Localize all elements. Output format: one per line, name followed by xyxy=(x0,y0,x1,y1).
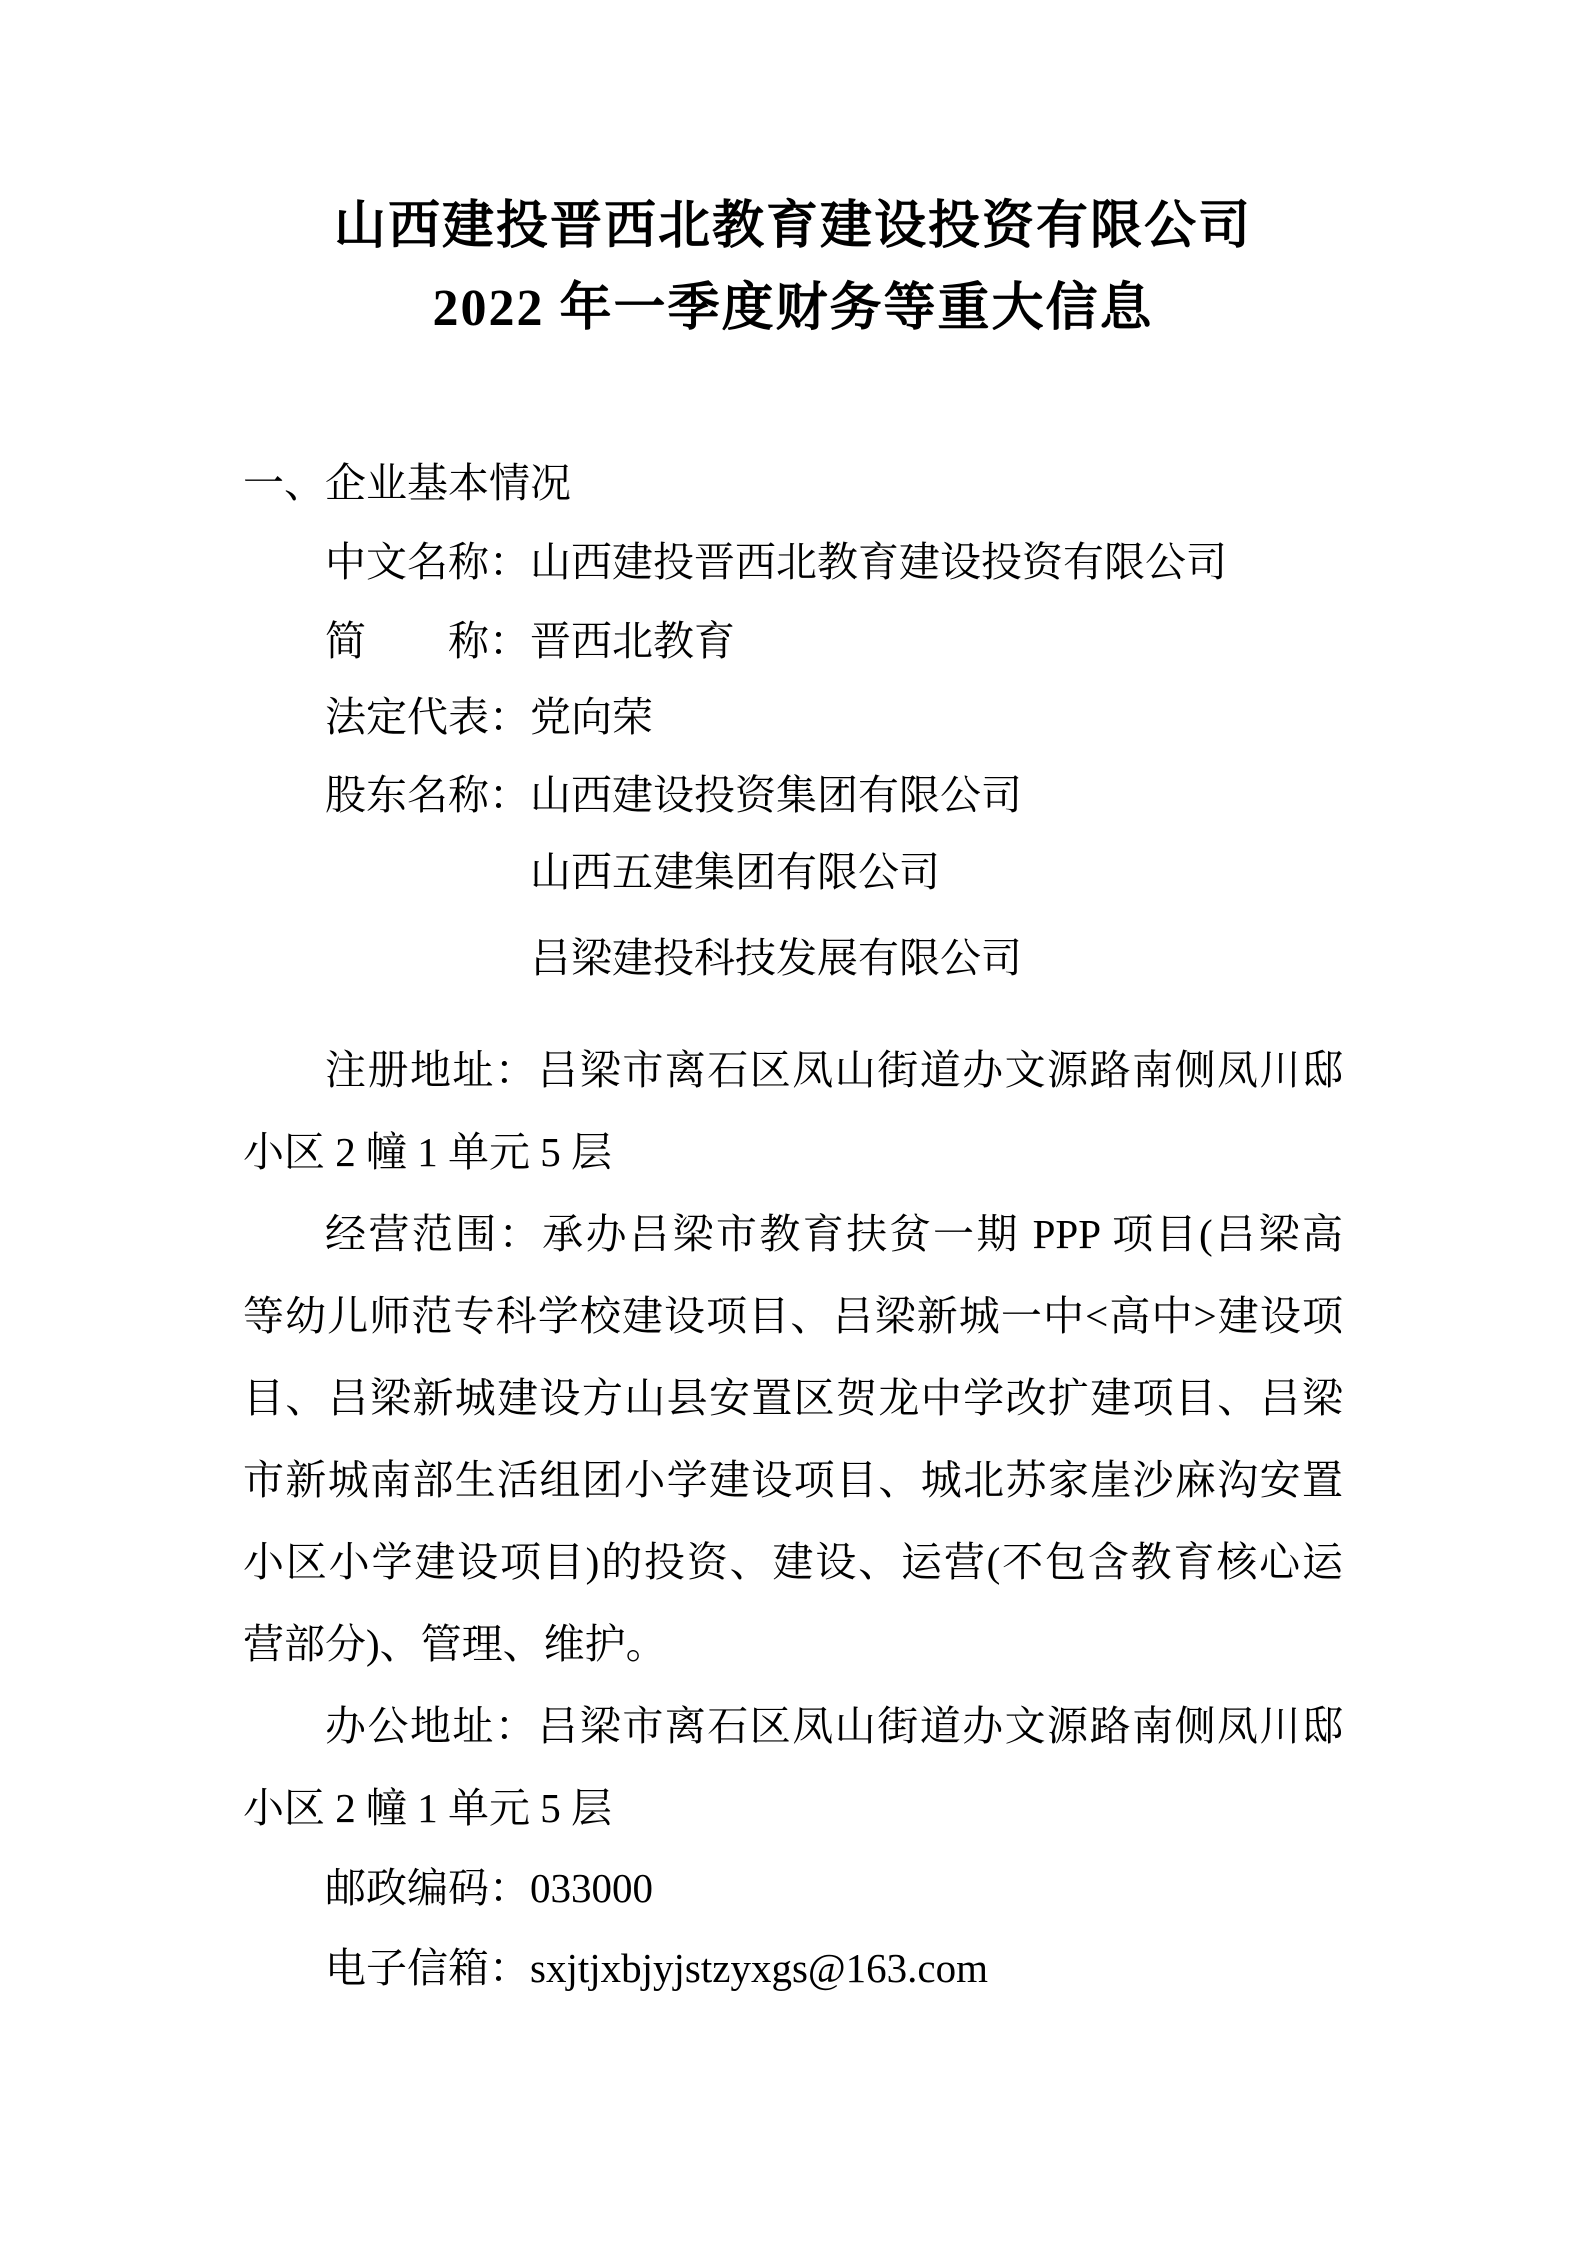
line-business-scope-4: 市新城南部生活组团小学建设项目、城北苏家崖沙麻沟安置 xyxy=(243,1457,1343,1503)
line-email: 电子信箱：sxjtjxbjyjstzyxgs@163.com xyxy=(325,1945,989,1991)
document-title-line-1: 山西建投晋西北教育建设投资有限公司 xyxy=(333,198,1252,255)
line-office-address-1: 办公地址：吕梁市离石区凤山街道办文源路南侧凤川邸 xyxy=(325,1703,1343,1749)
line-shareholder-2: 山西五建集团有限公司 xyxy=(530,849,940,895)
line-reg-address-1: 注册地址：吕梁市离石区凤山街道办文源路南侧凤川邸 xyxy=(325,1047,1343,1093)
line-legal-rep: 法定代表：党向荣 xyxy=(325,694,653,740)
line-office-address-2: 小区 2 幢 1 单元 5 层 xyxy=(243,1785,612,1831)
line-business-scope-1: 经营范围：承办吕梁市教育扶贫一期 PPP 项目(吕梁高 xyxy=(325,1211,1343,1257)
line-short-name: 简 称：晋西北教育 xyxy=(325,618,735,664)
line-shareholder-3: 吕梁建投科技发展有限公司 xyxy=(530,935,1022,981)
section-heading: 一、企业基本情况 xyxy=(243,460,571,506)
line-business-scope-6: 营部分)、管理、维护。 xyxy=(243,1621,667,1667)
line-postal-code: 邮政编码：033000 xyxy=(325,1865,653,1911)
line-chinese-name: 中文名称：山西建投晋西北教育建设投资有限公司 xyxy=(325,539,1227,585)
line-business-scope-3: 目、吕梁新城建设方山县安置区贺龙中学改扩建项目、吕梁 xyxy=(243,1375,1343,1421)
line-business-scope-2: 等幼儿师范专科学校建设项目、吕梁新城一中<高中>建设项 xyxy=(243,1293,1343,1339)
line-business-scope-5: 小区小学建设项目)的投资、建设、运营(不包含教育核心运 xyxy=(243,1539,1343,1585)
document-title xyxy=(243,186,1343,350)
line-reg-address-2: 小区 2 幢 1 单元 5 层 xyxy=(243,1129,612,1175)
document-title-line-2: 2022 年一季度财务等重大信息 xyxy=(432,280,1154,337)
line-shareholder-1: 股东名称：山西建设投资集团有限公司 xyxy=(325,772,1022,818)
